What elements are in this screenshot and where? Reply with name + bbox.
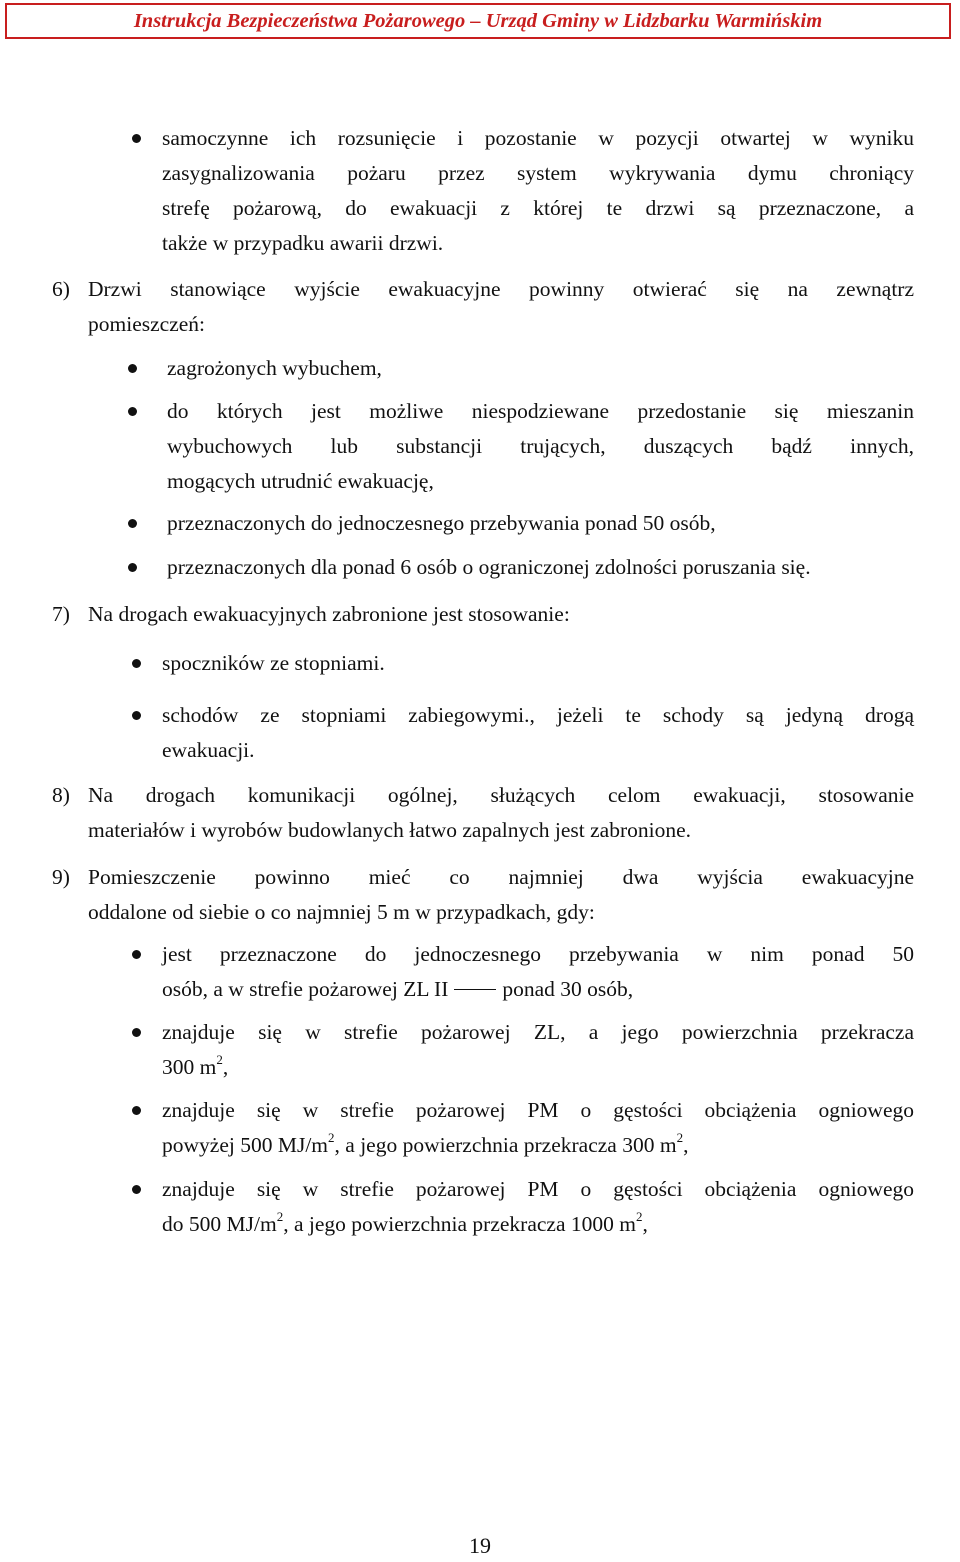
- text-line: schodów ze stopniami zabiegowymi., jeżeli te schody są jedyną drogą: [162, 703, 914, 727]
- bullet-icon: [132, 711, 141, 720]
- text-line: [162, 1050, 914, 1085]
- page-header: Instrukcja Bezpieczeństwa Pożarowego – Urząd Gminy w Lidzbarku Warmińskim: [5, 3, 951, 39]
- text-line: Pomieszczenie powinno mieć co najmniej dwa wyjścia ewakuacyjne: [88, 865, 914, 889]
- text-segment: , a jego powierzchnia przekracza 1000 m: [283, 1212, 636, 1236]
- point-text: [88, 272, 914, 307]
- text-line: [162, 1207, 914, 1242]
- bullet-icon: [132, 659, 141, 668]
- text-line: Drzwi stanowiące wyjście ewakuacyjne powinny otwierać się na zewnątrz: [88, 277, 914, 301]
- text-line: przeznaczonych dla ponad 6 osób o ograniczonej zdolności poruszania się.: [167, 555, 811, 579]
- point-text: [88, 778, 914, 848]
- text-line: spoczników ze stopniami.: [162, 651, 385, 675]
- text-line: Na drogach komunikacji ogólnej, służących celom ewakuacji, stosowanie: [88, 783, 914, 807]
- text-line: wybuchowych lub substancji trujących, duszących bądź innych,: [167, 434, 914, 458]
- bullet-icon: [132, 1185, 141, 1194]
- superscript: 2: [635, 1208, 643, 1224]
- text-segment: 300 m: [162, 1055, 217, 1079]
- bullet-icon: [128, 519, 137, 528]
- text-segment: powyżej 500 MJ/m: [162, 1133, 329, 1157]
- bullet-item: [162, 1172, 914, 1242]
- text-line: znajduje się w strefie pożarowej ZL, a jego powierzchnia przekracza: [162, 1020, 914, 1044]
- point-number: 9): [52, 865, 70, 889]
- text-line: materiałów i wyrobów budowlanych łatwo zapalnych jest zabronione.: [88, 818, 692, 842]
- bullet-icon: [132, 1106, 141, 1115]
- point-number: 8): [52, 783, 70, 807]
- bullet-item: [162, 1093, 914, 1163]
- bullet-icon: [128, 407, 137, 416]
- superscript: 2: [328, 1129, 335, 1145]
- text-line: przeznaczonych do jednoczesnego przebywania ponad 50 osób,: [167, 511, 716, 535]
- bullet-icon: [132, 1028, 141, 1037]
- text-line: [162, 1128, 914, 1163]
- point-number: 6): [52, 277, 70, 301]
- text-line: mogących utrudnić ewakuację,: [167, 469, 434, 493]
- page-number: 19: [469, 1533, 491, 1558]
- bullet-item: [162, 937, 914, 1007]
- bullet-item: [167, 394, 914, 499]
- superscript: 2: [216, 1051, 223, 1067]
- bullet-icon: [132, 134, 141, 143]
- bullet-item: [162, 698, 914, 768]
- text-line: strefę pożarową, do ewakuacji z której te drzwi są przeznaczone, a: [162, 196, 914, 220]
- text-segment: ,: [642, 1212, 648, 1236]
- superscript: 2: [276, 1208, 284, 1224]
- text-line: Na drogach ewakuacyjnych zabronione jest stosowanie:: [88, 602, 570, 626]
- text-segment: ,: [222, 1055, 229, 1079]
- text-line: pomieszczeń:: [88, 312, 206, 336]
- bullet-item: [167, 550, 957, 585]
- bullet-item: [162, 1015, 914, 1085]
- text-line: [162, 972, 914, 1007]
- em-dash: [454, 989, 496, 990]
- text-line: zasygnalizowania pożaru przez system wykrywania dymu chroniący: [162, 161, 914, 185]
- bullet-icon: [128, 563, 137, 572]
- point-number: 7): [52, 602, 70, 626]
- text-segment: ponad 30 osób,: [502, 977, 634, 1001]
- text-line: do których jest możliwe niespodziewane przedostanie się mieszanin: [167, 399, 914, 423]
- text-line: znajduje się w strefie pożarowej PM o gęstości obciążenia ogniowego: [162, 1098, 914, 1122]
- bullet-icon: [132, 950, 141, 959]
- text-line: jest przeznaczone do jednoczesnego przebywania w nim ponad 50: [162, 942, 914, 966]
- bullet-item: [167, 351, 914, 386]
- bullet-icon: [128, 364, 137, 373]
- text-segment: osób, a w strefie pożarowej ZL II: [162, 977, 449, 1001]
- text-line: oddalone od siebie o co najmniej 5 m w przypadkach, gdy:: [88, 900, 595, 924]
- text-line: znajduje się w strefie pożarowej PM o gęstości obciążenia ogniowego: [162, 1177, 914, 1201]
- text-line: samoczynne ich rozsunięcie i pozostanie w pozycji otwartej w wyniku: [162, 126, 914, 150]
- bullet-item: [167, 506, 914, 541]
- superscript: 2: [676, 1129, 684, 1145]
- text-segment: ,: [683, 1133, 689, 1157]
- text-segment: , a jego powierzchnia przekracza 300 m: [334, 1133, 677, 1157]
- text-segment: do 500 MJ/m: [162, 1212, 277, 1236]
- text-line: ewakuacji.: [162, 738, 255, 762]
- text-line: zagrożonych wybuchem,: [167, 356, 382, 380]
- point-text: [88, 307, 914, 342]
- bullet-item: [162, 121, 914, 261]
- text-line: także w przypadku awarii drzwi.: [162, 231, 444, 255]
- bullet-item: [162, 646, 914, 681]
- point-text: [88, 597, 914, 632]
- point-text: [88, 860, 914, 930]
